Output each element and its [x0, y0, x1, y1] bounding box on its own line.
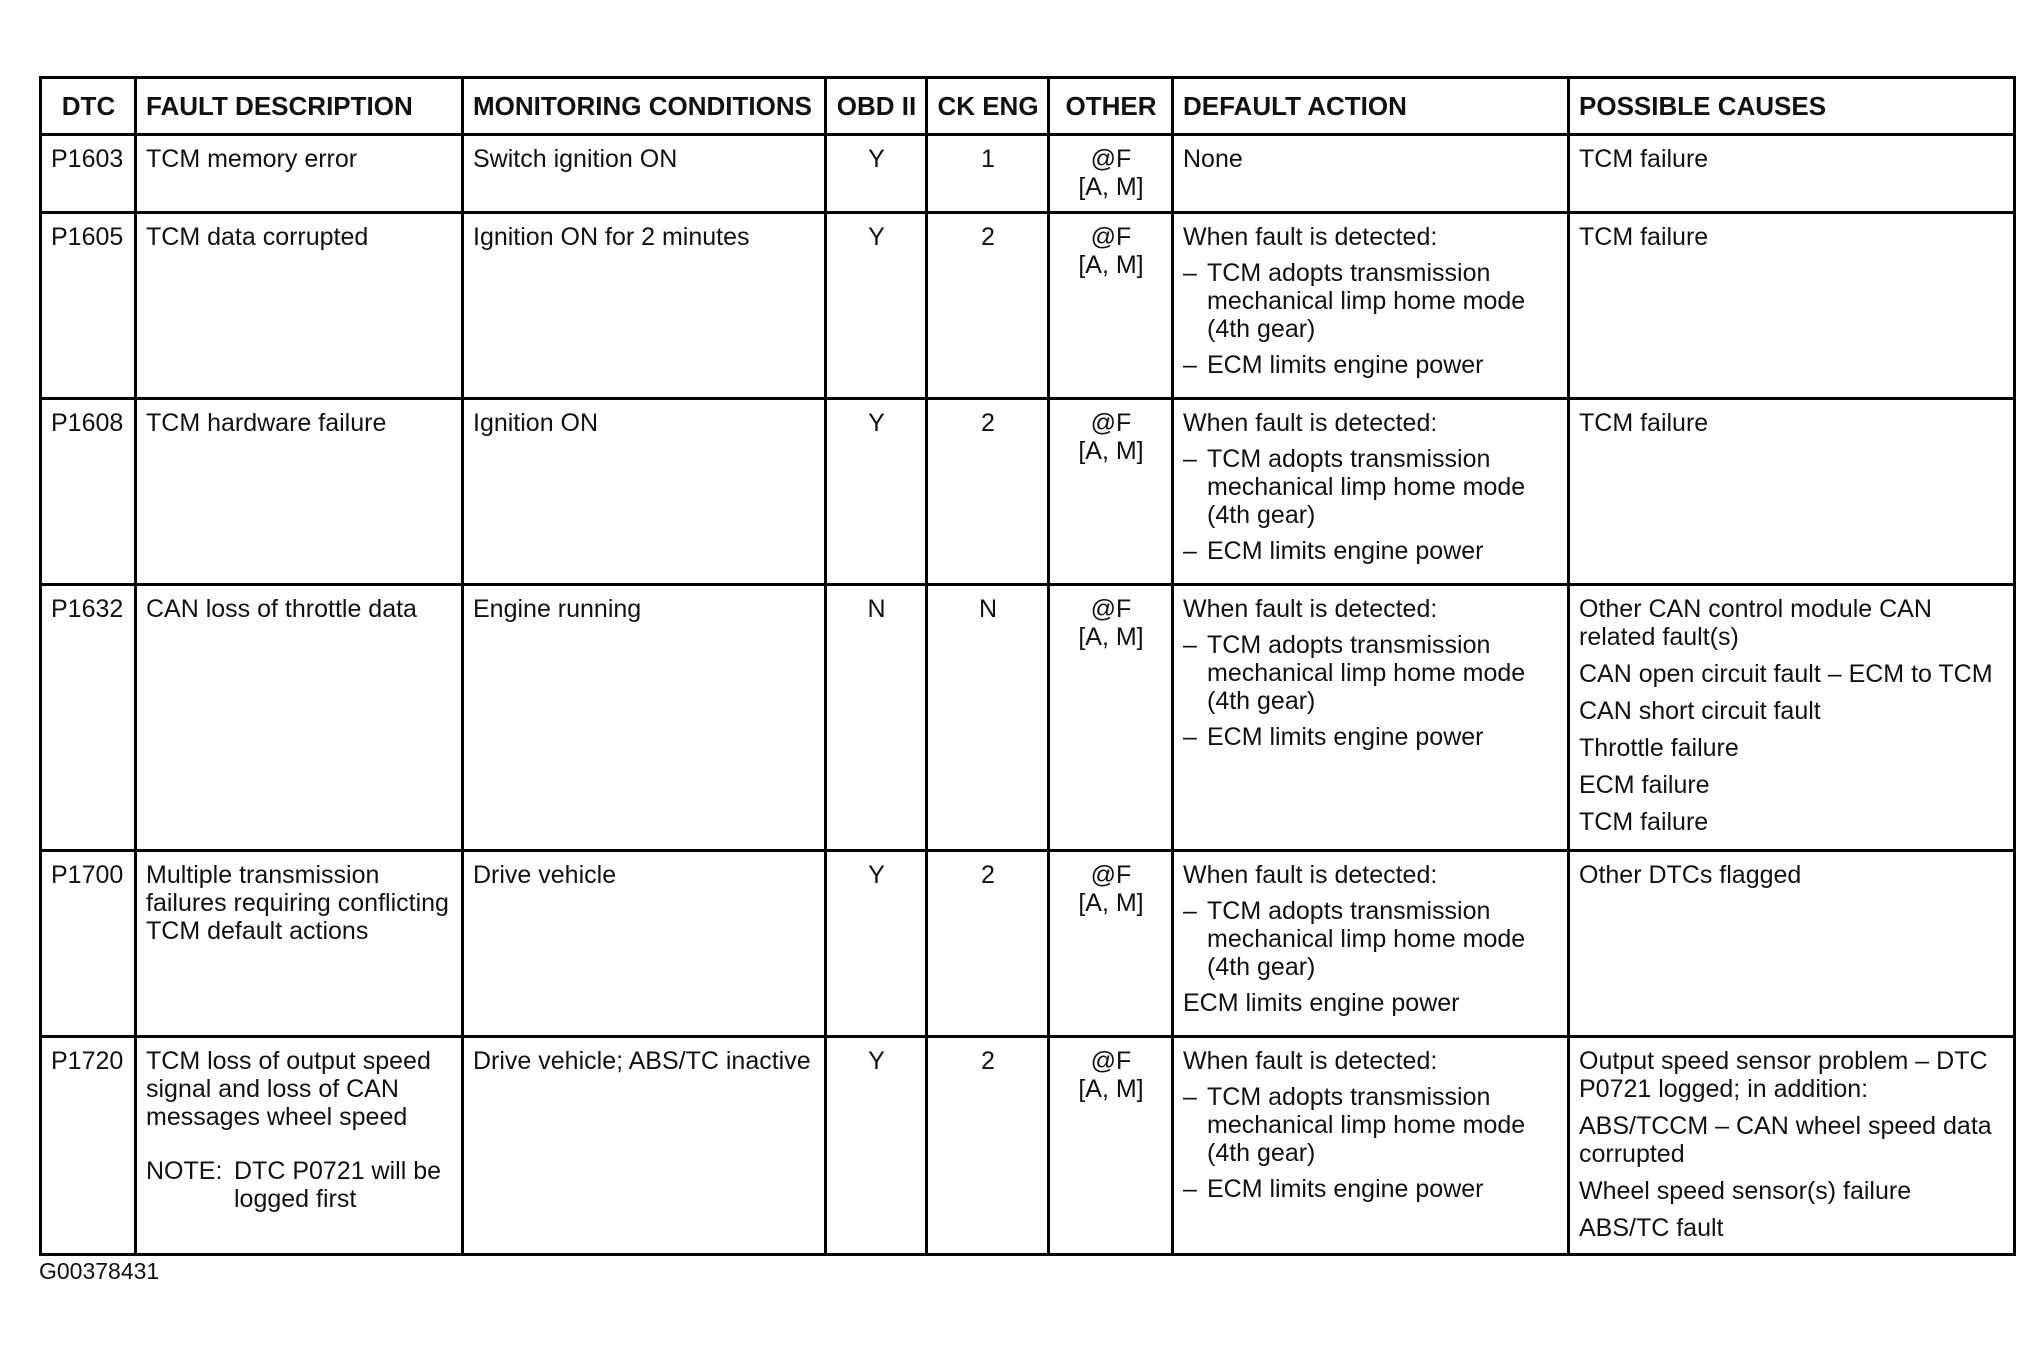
other-value: [1049, 851, 1173, 1037]
default-action: [1173, 585, 1569, 851]
default-action-intro: When fault is detected:: [1183, 223, 1438, 251]
default-action-bullet-text: TCM adopts transmission mechanical limp home mode (4th gear): [1207, 631, 1526, 715]
possible-cause-item: Output speed sensor problem – DTC P0721 logged; in addition:: [1579, 1047, 1988, 1103]
table-row: [41, 135, 2015, 213]
header-dtc: DTC: [41, 78, 136, 135]
default-action-bullet: [1183, 723, 1559, 751]
default-action-intro: When fault is detected:: [1183, 409, 1438, 437]
header-other: OTHER: [1049, 78, 1173, 135]
monitoring-conditions: Switch ignition ON: [463, 135, 826, 213]
dash-glyph: –: [1183, 723, 1197, 751]
default-action-intro: When fault is detected:: [1183, 861, 1438, 889]
other-line: @F: [1090, 861, 1132, 889]
dtc-code: P1632: [41, 585, 136, 851]
dash-glyph: –: [1183, 445, 1197, 473]
ck-eng-value: 2: [927, 213, 1049, 399]
header-possible-causes: POSSIBLE CAUSES: [1569, 78, 2015, 135]
other-line: [A, M]: [1078, 1075, 1144, 1103]
ck-eng-value: 2: [927, 399, 1049, 585]
dash-glyph: –: [1183, 1083, 1197, 1111]
possible-causes: [1569, 135, 2015, 213]
default-action-bullet: [1183, 1175, 1559, 1203]
table-row: [41, 213, 2015, 399]
fault-description-text: CAN loss of throttle data: [146, 595, 417, 623]
dash-glyph: –: [1183, 897, 1197, 925]
dtc-code: P1603: [41, 135, 136, 213]
obd-ii-value: Y: [826, 399, 927, 585]
other-line: @F: [1090, 145, 1132, 173]
other-line: @F: [1090, 409, 1132, 437]
default-action-bullet: [1183, 631, 1559, 715]
monitoring-conditions: Ignition ON: [463, 399, 826, 585]
fault-description: [136, 851, 463, 1037]
other-value: [1049, 399, 1173, 585]
dash-glyph: –: [1183, 1175, 1197, 1203]
default-action-bullet: [1183, 259, 1559, 343]
default-action-bullet-text: ECM limits engine power: [1207, 1175, 1484, 1203]
other-value: [1049, 585, 1173, 851]
other-value: [1049, 213, 1173, 399]
dtc-code: P1720: [41, 1037, 136, 1255]
dash-glyph: –: [1183, 537, 1197, 565]
default-action-bullet: [1183, 897, 1559, 981]
default-action-bullet: [1183, 1083, 1559, 1167]
default-action-bullet-text: TCM adopts transmission mechanical limp home mode (4th gear): [1207, 445, 1526, 529]
default-action: [1173, 135, 1569, 213]
possible-cause-item: TCM failure: [1579, 409, 1709, 437]
possible-cause-item: TCM failure: [1579, 145, 1709, 173]
default-action-bullet-text: TCM adopts transmission mechanical limp home mode (4th gear): [1207, 1083, 1526, 1167]
obd-ii-value: Y: [826, 213, 927, 399]
obd-ii-value: Y: [826, 135, 927, 213]
header-ck-eng: CK ENG: [927, 78, 1049, 135]
table-row: [41, 851, 2015, 1037]
obd-ii-value: Y: [826, 1037, 927, 1255]
other-line: [A, M]: [1078, 623, 1144, 651]
default-action: [1173, 399, 1569, 585]
default-action-intro: When fault is detected:: [1183, 1047, 1438, 1075]
ck-eng-value: 2: [927, 1037, 1049, 1255]
ck-eng-value: 2: [927, 851, 1049, 1037]
fault-description: [136, 135, 463, 213]
header-monitoring-conditions: MONITORING CONDITIONS: [463, 78, 826, 135]
dash-glyph: –: [1183, 259, 1197, 287]
default-action-bullet-text: ECM limits engine power: [1207, 723, 1484, 751]
header-obd-ii: OBD II: [826, 78, 927, 135]
possible-cause-item: CAN open circuit fault – ECM to TCM: [1579, 660, 1993, 688]
figure-id: G00378431: [39, 1258, 160, 1284]
possible-cause-item: Other CAN control module CAN related fault(s): [1579, 595, 1932, 651]
other-value: [1049, 1037, 1173, 1255]
dash-glyph: –: [1183, 631, 1197, 659]
dtc-code: P1605: [41, 213, 136, 399]
default-action-bullet: [1183, 445, 1559, 529]
possible-causes: [1569, 213, 2015, 399]
possible-cause-item: Other DTCs flagged: [1579, 861, 1802, 889]
fault-description: [136, 1037, 463, 1255]
other-line: @F: [1090, 595, 1132, 623]
default-action-intro: None: [1183, 145, 1243, 173]
fault-description-text: TCM hardware failure: [146, 409, 387, 437]
header-fault-description: FAULT DESCRIPTION: [136, 78, 463, 135]
fault-description: [136, 213, 463, 399]
header-row: [41, 78, 2015, 135]
default-action-bullet-text: ECM limits engine power: [1207, 351, 1484, 379]
monitoring-conditions: Drive vehicle: [463, 851, 826, 1037]
dash-glyph: –: [1183, 351, 1197, 379]
fault-description-text: TCM data corrupted: [146, 223, 369, 251]
default-action: [1173, 1037, 1569, 1255]
fault-description-text: TCM memory error: [146, 145, 358, 173]
possible-cause-item: ABS/TCCM – CAN wheel speed data corrupted: [1579, 1112, 1992, 1168]
possible-cause-item: TCM failure: [1579, 808, 1709, 836]
dtc-code: P1700: [41, 851, 136, 1037]
other-value: [1049, 135, 1173, 213]
other-line: @F: [1090, 223, 1132, 251]
header-default-action: DEFAULT ACTION: [1173, 78, 1569, 135]
dtc-code: P1608: [41, 399, 136, 585]
default-action: [1173, 213, 1569, 399]
fault-note: [146, 1157, 453, 1213]
possible-causes: [1569, 399, 2015, 585]
table-body: [41, 135, 2015, 1255]
possible-causes: [1569, 585, 2015, 851]
obd-ii-value: Y: [826, 851, 927, 1037]
dtc-table: [39, 76, 2016, 1256]
monitoring-conditions: Ignition ON for 2 minutes: [463, 213, 826, 399]
ck-eng-value: 1: [927, 135, 1049, 213]
default-action-bullet-text: ECM limits engine power: [1207, 537, 1484, 565]
obd-ii-value: N: [826, 585, 927, 851]
other-line: @F: [1090, 1047, 1132, 1075]
other-line: [A, M]: [1078, 889, 1144, 917]
default-action: [1173, 851, 1569, 1037]
table-row: [41, 1037, 2015, 1255]
default-action-bullet-text: TCM adopts transmission mechanical limp home mode (4th gear): [1207, 259, 1526, 343]
possible-cause-item: TCM failure: [1579, 223, 1709, 251]
fault-description-text: TCM loss of output speed signal and loss of CAN messages wheel speed: [146, 1047, 431, 1131]
table-row: [41, 585, 2015, 851]
other-line: [A, M]: [1078, 437, 1144, 465]
fault-description: [136, 399, 463, 585]
other-line: [A, M]: [1078, 173, 1144, 201]
monitoring-conditions: Engine running: [463, 585, 826, 851]
other-line: [A, M]: [1078, 251, 1144, 279]
table-row: [41, 399, 2015, 585]
default-action-intro: When fault is detected:: [1183, 595, 1438, 623]
possible-cause-item: Throttle failure: [1579, 734, 1739, 762]
monitoring-conditions: Drive vehicle; ABS/TC inactive: [463, 1037, 826, 1255]
default-action-bullet: [1183, 537, 1559, 565]
possible-cause-item: ECM failure: [1579, 771, 1710, 799]
default-action-plain: ECM limits engine power: [1183, 989, 1460, 1017]
ck-eng-value: N: [927, 585, 1049, 851]
fault-note-text: DTC P0721 will be logged first: [234, 1157, 442, 1213]
possible-cause-item: ABS/TC fault: [1579, 1214, 1724, 1242]
default-action-bullet-text: TCM adopts transmission mechanical limp home mode (4th gear): [1207, 897, 1526, 981]
fault-description: [136, 585, 463, 851]
default-action-bullet: [1183, 351, 1559, 379]
fault-description-text: Multiple transmission failures requiring conflicting TCM default actions: [146, 861, 449, 945]
possible-causes: [1569, 1037, 2015, 1255]
possible-cause-item: CAN short circuit fault: [1579, 697, 1821, 725]
fault-note-label: NOTE:: [146, 1157, 223, 1185]
possible-causes: [1569, 851, 2015, 1037]
possible-cause-item: Wheel speed sensor(s) failure: [1579, 1177, 1912, 1205]
